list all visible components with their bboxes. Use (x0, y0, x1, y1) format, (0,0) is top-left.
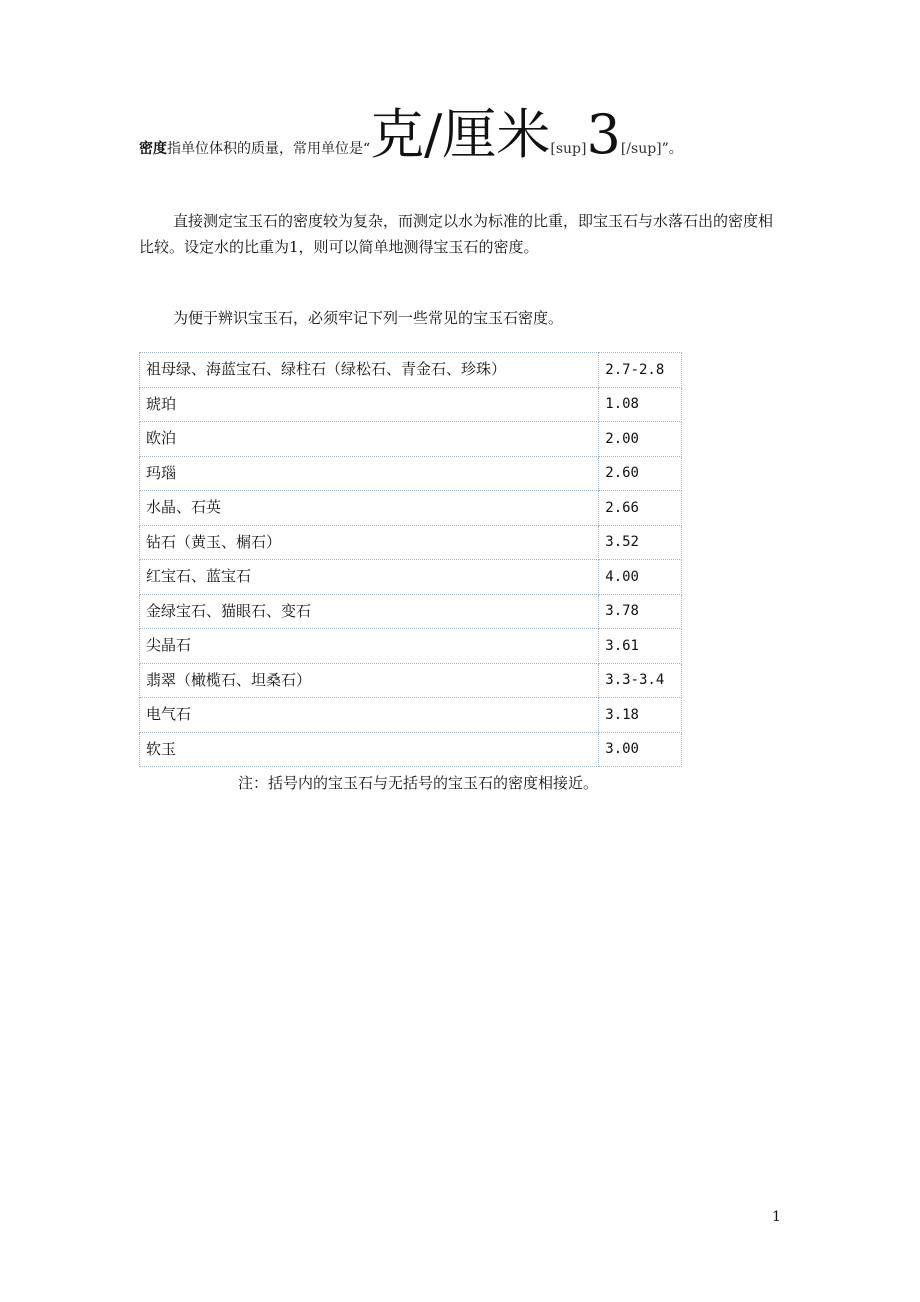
sup-value: 3 (586, 103, 621, 166)
sup-open-tag: [sup] (550, 141, 587, 157)
density-value-cell: 3.61 (599, 629, 682, 664)
table-row (140, 698, 682, 733)
gem-name-cell: 祖母绿、海蓝宝石、绿柱石（绿松石、青金石、珍珠） (140, 353, 599, 388)
gem-name-cell: 红宝石、蓝宝石 (140, 560, 599, 595)
table-row (140, 525, 682, 560)
density-value-cell: 2.00 (599, 422, 682, 457)
sup-close-tag: [/sup] (620, 141, 662, 157)
gem-name-cell: 水晶、石英 (140, 491, 599, 526)
intro-text-before: 指单位体积的质量，常用单位是“ (167, 141, 371, 157)
gem-density-table (139, 352, 682, 767)
table-row (140, 732, 682, 767)
gem-name-cell: 翡翠（橄榄石、坦桑石） (140, 663, 599, 698)
table-note: 注：括号内的宝玉石与无括号的宝玉石的密度相接近。 (238, 774, 599, 792)
table-row (140, 456, 682, 491)
density-value-cell: 4.00 (599, 560, 682, 595)
gem-name-cell: 欧泊 (140, 422, 599, 457)
density-value-cell: 3.3-3.4 (599, 663, 682, 698)
density-value-cell: 3.18 (599, 698, 682, 733)
page-number: 1 (772, 1209, 781, 1225)
density-value-cell: 3.78 (599, 594, 682, 629)
gem-name-cell: 软玉 (140, 732, 599, 767)
unit-big: 克/厘米 (370, 103, 551, 166)
table-row (140, 353, 682, 388)
gem-name-cell: 玛瑙 (140, 456, 599, 491)
table-row (140, 422, 682, 457)
gem-name-cell: 尖晶石 (140, 629, 599, 664)
density-value-cell: 1.08 (599, 387, 682, 422)
table-row (140, 387, 682, 422)
density-value-cell: 3.52 (599, 525, 682, 560)
paragraph-measurement: 直接测定宝玉石的密度较为复杂，而测定以水为标准的比重，即宝玉石与水落石出的密度相比较。设定水的比重为1，则可以简单地测得宝玉石的密度。 (139, 212, 774, 256)
gem-name-cell: 钻石（黄玉、榍石） (140, 525, 599, 560)
table-row (140, 594, 682, 629)
table-row (140, 629, 682, 664)
density-value-cell: 2.60 (599, 456, 682, 491)
gem-name-cell: 电气石 (140, 698, 599, 733)
table-row (140, 663, 682, 698)
table-row (140, 491, 682, 526)
table-row (140, 560, 682, 595)
gem-name-cell: 金绿宝石、猫眼石、变石 (140, 594, 599, 629)
paragraph-memorize: 为便于辨识宝玉石，必须牢记下列一些常见的宝玉石密度。 (173, 309, 564, 327)
gem-name-cell: 琥珀 (140, 387, 599, 422)
intro-line (139, 103, 859, 166)
density-value-cell: 3.00 (599, 732, 682, 767)
density-value-cell: 2.7-2.8 (599, 353, 682, 388)
gem-density-table-body (140, 353, 682, 767)
density-term: 密度 (139, 141, 167, 157)
intro-text-after: ”。 (661, 141, 683, 157)
density-value-cell: 2.66 (599, 491, 682, 526)
